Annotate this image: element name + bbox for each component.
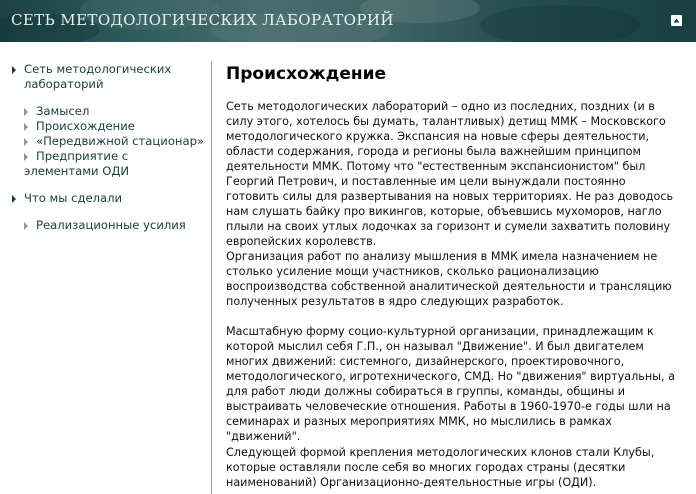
triangle-right-icon [24,123,28,131]
main-content [226,42,686,494]
square-up-icon [671,15,682,26]
page-title: Происхождение [226,64,387,84]
sidebar-item-label: Что мы сделали [24,191,123,205]
triangle-right-icon [24,222,28,230]
triangle-right-icon [12,195,16,203]
triangle-right-icon [12,66,16,74]
sidebar-item-label: Сеть методологических лабораторий [24,62,172,91]
content-paragraph: Организация работ по анализу мышления в ММК имела назначением не столько усиление мощи участников, сколько рационализацию воспроизводства собственной аналитической деятельности и трансляцию полученных результатов в ядро следующих разработок. [226,250,672,308]
sidebar-item-label: «Передвижной стационар» [36,134,205,148]
sidebar-item-implementation[interactable] [24,218,204,233]
content-paragraph: Следующей формой крепления методологических клонов стали Клубы, которые оставляли после себя во многих городах страны (десятки наименований) Организационно-деятельностные игры (ОДИ). [226,446,655,489]
sidebar-item-origin[interactable] [24,119,204,134]
triangle-right-icon [24,153,28,161]
sidebar-item-idea[interactable] [24,104,204,119]
triangle-right-icon [24,108,28,116]
scroll-top-button[interactable] [671,15,682,26]
sidebar-item-label: Предприятие с элементами ОДИ [24,149,130,178]
sidebar-item-what-we-did[interactable] [12,191,192,206]
sidebar-item-mobile-station[interactable] [24,134,210,149]
content-paragraph: Масштабную форму социо-культурной организации, принадлежащим к которой мыслил себя Г.П., он называл "Движение". И был двигателем многих движений: системного, дизайнерского, проектировочного, методологического, игротехнического, СМД. Но "движения" виртуальны, а для работ люди должны собираться в группы, команды, общины и выстраивать человеческие отношения. Работы в 1960-1970-е годы шли на семинарах и разных мероприятиях ММК, но мыслились в рамках "движений". [226,325,675,443]
sidebar-nav [0,42,210,494]
column-divider [211,61,212,494]
sidebar-item-network[interactable] [12,62,192,92]
triangle-right-icon [24,138,28,146]
site-header [0,0,696,42]
sidebar-item-label: Реализационные усилия [36,218,186,232]
sidebar-item-enterprise-odi[interactable] [24,149,204,179]
sidebar-item-label: Происхождение [36,119,135,133]
site-title[interactable]: СЕТЬ МЕТОДОЛОГИЧЕСКИХ ЛАБОРАТОРИЙ [11,11,394,29]
content-paragraph: Сеть методологических лабораторий – одно из последних, поздних (и в силу этого, хотелось бы думать, талантливых) детищ ММК – Московского методологического кружка. Экспансия на новые сферы деятельности, области содержания, города и регионы была важнейшим принципом деятельности ММК. Потому что "естественным экспансионистом" был Георгий Петрович, и поставленные им цели вынуждали постоянно готовить силы для развертывания на новых территориях. Не раз доводось нам слушать байку про викингов, которые, объевшись мухоморов, нагло плыли на своих утлых лодочках за горизонт и сумели захватить половину европейских королевств. [226,100,674,248]
sidebar-item-label: Замысел [36,104,90,118]
